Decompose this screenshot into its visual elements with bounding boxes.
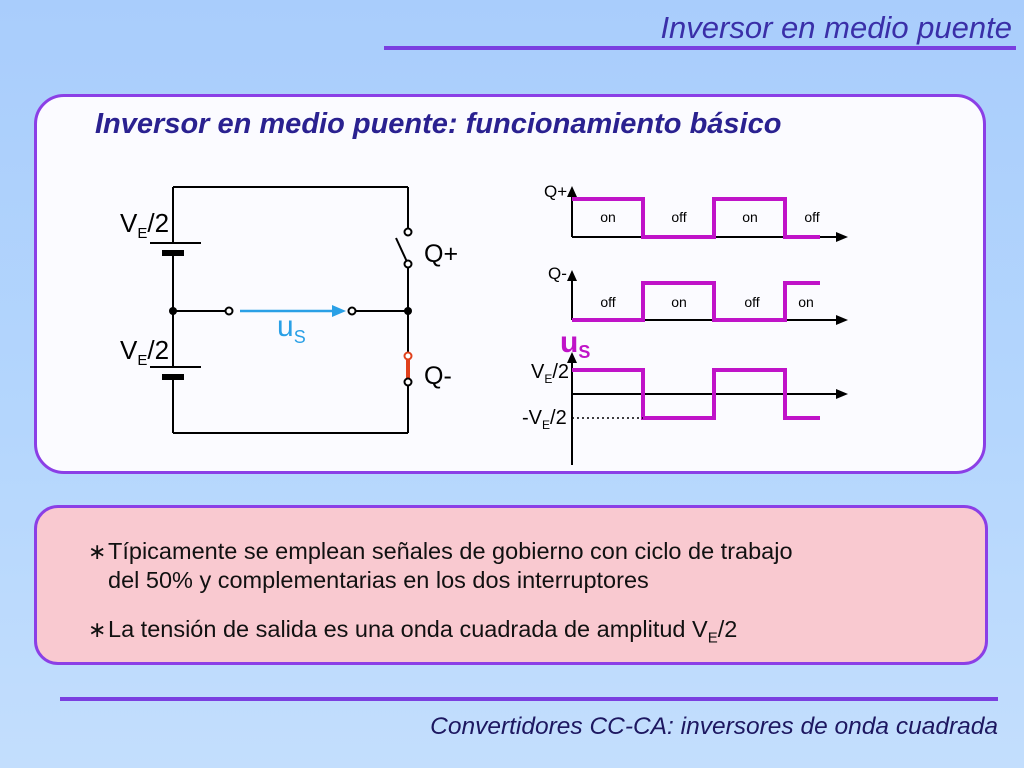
- bullet-2-main: La tensión de salida es una onda cuadrada de amplitud V: [108, 616, 708, 642]
- waveform-axes: [567, 186, 848, 465]
- q-minus-state-2: on: [671, 294, 687, 310]
- terminals: [226, 229, 412, 386]
- q-minus-states: [600, 294, 813, 310]
- q-minus-state-3: off: [744, 294, 760, 310]
- q-minus-state-1: off: [600, 294, 616, 310]
- bullet-1-line-1: Típicamente se emplean señales de gobierno con ciclo de trabajo: [108, 538, 793, 564]
- battery-label-lower: $V_E/2$: [120, 335, 170, 369]
- footer-text: Convertidores CC-CA: inversores de onda cuadrada: [430, 713, 998, 740]
- footer-rule: [60, 697, 998, 701]
- battery-lower: [150, 367, 201, 377]
- q-plus-state-4: off: [804, 209, 820, 225]
- bullet-output-voltage: [88, 615, 737, 653]
- switch-label-q-plus: Q+: [424, 240, 459, 268]
- switch-label-q-minus: Q-: [424, 362, 452, 390]
- panel-title: Inversor en medio puente: funcionamiento básico: [95, 108, 782, 140]
- output-axis-label: $u_S$: [560, 326, 591, 362]
- q-minus-state-4: on: [798, 294, 814, 310]
- bullet-duty-cycle: [88, 537, 968, 595]
- battery-label-upper: $V_E/2$: [120, 208, 170, 242]
- q-plus-state-2: off: [671, 209, 687, 225]
- bullet-2-subscript: E: [707, 629, 718, 647]
- battery-upper: [150, 243, 201, 253]
- bullet-mark: ∗: [88, 539, 107, 564]
- q-plus-state-1: on: [600, 209, 616, 225]
- output-voltage-label: $u_S$: [277, 310, 306, 347]
- bullet-1-line-2: del 50% y complementarias en los dos interruptores: [108, 567, 649, 593]
- bullet-2-tail: /2: [717, 616, 738, 642]
- q-plus-axis-label: Q+: [544, 182, 568, 201]
- q-plus-state-3: on: [742, 209, 758, 225]
- q-minus-axis-label: Q-: [548, 264, 567, 283]
- pos-level-label: $V_E/2$: [531, 361, 570, 386]
- bullet-mark: ∗: [88, 617, 107, 642]
- slide-title: Inversor en medio puente: [660, 10, 1012, 45]
- neg-level-label: $-V_E/2$: [522, 407, 567, 432]
